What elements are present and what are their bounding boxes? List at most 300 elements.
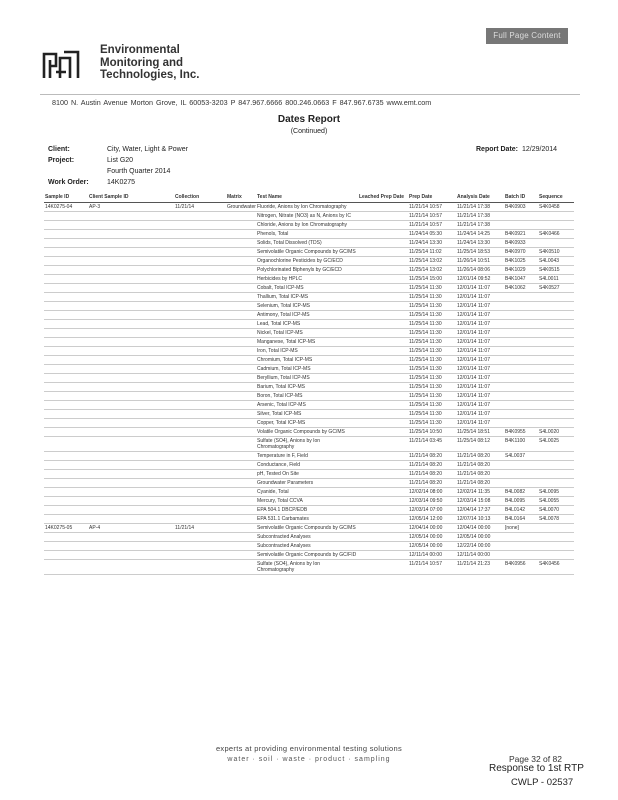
table-cell: 12/01/14 11:07 (456, 401, 504, 410)
table-cell (504, 221, 538, 230)
table-cell (174, 320, 226, 329)
table-cell (226, 293, 256, 302)
table-cell (538, 329, 574, 338)
column-header: Collection (174, 194, 226, 203)
table-cell (174, 347, 226, 356)
table-cell (504, 533, 538, 542)
table-cell (538, 542, 574, 551)
table-cell: [none] (504, 524, 538, 533)
table-cell: 12/02/14 11:35 (456, 488, 504, 497)
table-row (44, 230, 574, 239)
table-cell (88, 437, 174, 452)
table-cell: 12/05/14 00:00 (408, 542, 456, 551)
table-cell: 11/21/14 10:57 (408, 560, 456, 575)
table-cell: 11/24/14 13:30 (408, 239, 456, 248)
table-cell: Semivolatile Organic Compounds by GC/FID (257, 552, 357, 558)
table-cell: 11/25/14 13:02 (408, 266, 456, 275)
table-cell (174, 248, 226, 257)
table-cell (226, 347, 256, 356)
table-cell: Copper, Total ICP-MS (256, 419, 358, 428)
table-row (44, 419, 574, 428)
table-cell (504, 329, 538, 338)
table-row (44, 524, 574, 533)
table-cell (358, 383, 408, 392)
table-cell (44, 419, 88, 428)
table-cell (538, 212, 574, 221)
table-cell (88, 266, 174, 275)
table-cell (226, 524, 256, 533)
table-cell: B4L0164 (504, 515, 538, 524)
table-cell (88, 212, 174, 221)
table-cell: 11/25/14 11:30 (408, 419, 456, 428)
table-cell: 11/25/14 11:30 (408, 320, 456, 329)
table-cell (358, 533, 408, 542)
table-cell: 12/01/14 11:07 (456, 410, 504, 419)
table-cell (44, 497, 88, 506)
client-value: City, Water, Light & Power (107, 146, 188, 153)
table-cell: 11/24/14 05:30 (408, 230, 456, 239)
table-cell (88, 230, 174, 239)
table-cell (174, 356, 226, 365)
table-cell (538, 356, 574, 365)
table-cell (174, 284, 226, 293)
table-cell (88, 221, 174, 230)
table-body (44, 203, 574, 575)
table-cell: S4L0055 (538, 497, 574, 506)
table-row (44, 338, 574, 347)
table-cell: Boron, Total ICP-MS (256, 392, 358, 401)
table-cell (538, 401, 574, 410)
table-cell (44, 356, 88, 365)
table-cell (44, 266, 88, 275)
table-cell (504, 410, 538, 419)
table-cell (538, 392, 574, 401)
table-cell (504, 365, 538, 374)
table-cell (88, 560, 174, 575)
table-cell (538, 452, 574, 461)
table-cell (226, 401, 256, 410)
table-cell: 12/11/14 00:00 (456, 551, 504, 560)
table-row (44, 302, 574, 311)
dates-table (44, 194, 574, 575)
table-cell (358, 311, 408, 320)
table-cell (88, 320, 174, 329)
report-subtitle: (Continued) (290, 128, 328, 135)
column-header: Test Name (256, 194, 358, 203)
table-cell (44, 452, 88, 461)
table-cell (358, 542, 408, 551)
table-cell: 12/01/14 11:07 (456, 338, 504, 347)
table-cell (504, 320, 538, 329)
table-cell (358, 248, 408, 257)
page-number: Page 32 of 82 (509, 754, 562, 764)
table-cell (174, 383, 226, 392)
table-cell: S4L0011 (538, 275, 574, 284)
table-cell (88, 542, 174, 551)
company-line-2: Monitoring and (100, 56, 184, 69)
table-cell (358, 230, 408, 239)
table-row (44, 488, 574, 497)
table-cell: Beryllium, Total ICP-MS (256, 374, 358, 383)
table-cell (538, 383, 574, 392)
table-cell: Sulfate (SO4), Anions by Ion Chromatography (256, 560, 358, 575)
table-cell (504, 338, 538, 347)
table-cell (174, 560, 226, 575)
table-cell: B4K1029 (504, 266, 538, 275)
table-cell (88, 419, 174, 428)
table-cell: 12/01/14 11:07 (456, 320, 504, 329)
table-cell (44, 365, 88, 374)
company-line-3: Technologies, Inc. (100, 69, 200, 81)
table-cell (538, 347, 574, 356)
table-cell (44, 320, 88, 329)
project-quarter: Fourth Quarter 2014 (107, 168, 171, 175)
column-header: Sequence (538, 194, 574, 203)
table-cell (174, 479, 226, 488)
emt-logo-icon (40, 48, 82, 82)
table-cell (88, 311, 174, 320)
table-cell (358, 410, 408, 419)
table-cell: 11/25/14 11:30 (408, 365, 456, 374)
table-cell: Semivolatile Organic Compounds by GC/MS (256, 524, 358, 533)
table-cell (88, 374, 174, 383)
table-cell (174, 302, 226, 311)
table-row (44, 452, 574, 461)
table-cell (226, 284, 256, 293)
table-cell (538, 479, 574, 488)
table-cell: S4L0070 (538, 506, 574, 515)
table-cell: 12/04/14 00:00 (456, 524, 504, 533)
table-cell: 11/25/14 11:30 (408, 383, 456, 392)
table-cell (174, 212, 226, 221)
table-cell (174, 392, 226, 401)
table-cell (44, 401, 88, 410)
table-cell (226, 392, 256, 401)
table-row (44, 347, 574, 356)
table-cell (44, 230, 88, 239)
table-cell: Cobalt, Total ICP-MS (256, 284, 358, 293)
table-cell: B4K0921 (504, 230, 538, 239)
table-cell: 14K0275-05 (44, 524, 88, 533)
work-order-label: Work Order: (48, 179, 89, 186)
table-cell (44, 479, 88, 488)
table-cell (504, 419, 538, 428)
table-cell: 12/01/14 09:52 (456, 275, 504, 284)
table-cell (88, 506, 174, 515)
table-row (44, 275, 574, 284)
table-cell (358, 551, 408, 560)
table-cell (174, 533, 226, 542)
table-row (44, 383, 574, 392)
table-cell (44, 311, 88, 320)
table-cell (226, 266, 256, 275)
table-cell (174, 488, 226, 497)
table-cell: AP-3 (88, 203, 174, 212)
client-label: Client: (48, 146, 70, 153)
table-cell: Solids, Total Dissolved (TDS) (256, 239, 358, 248)
table-cell: Subcontracted Analyses (256, 533, 358, 542)
table-cell (174, 329, 226, 338)
table-cell (88, 479, 174, 488)
project-value: List G20 (107, 157, 134, 164)
table-cell: Iron, Total ICP-MS (256, 347, 358, 356)
table-cell (174, 515, 226, 524)
table-cell (504, 479, 538, 488)
table-cell: 11/21/14 10:57 (408, 212, 456, 221)
table-cell: S4L0020 (538, 428, 574, 437)
table-cell: Semivolatile Organic Compounds by GC/MS (256, 248, 358, 257)
table-cell (358, 401, 408, 410)
table-cell (44, 347, 88, 356)
table-cell (538, 293, 574, 302)
table-cell: Conductance, Field (256, 461, 358, 470)
table-row (44, 203, 574, 212)
table-row (44, 560, 574, 575)
table-cell (174, 230, 226, 239)
table-row (44, 293, 574, 302)
table-cell (358, 419, 408, 428)
table-cell (358, 293, 408, 302)
table-cell (504, 401, 538, 410)
table-cell: 12/03/14 07:00 (408, 506, 456, 515)
table-cell (88, 401, 174, 410)
table-cell (88, 452, 174, 461)
table-cell (358, 524, 408, 533)
table-cell (174, 452, 226, 461)
table-cell: 12/01/14 11:07 (456, 311, 504, 320)
table-cell: Phenols, Total (256, 230, 358, 239)
table-cell: 11/25/14 11:30 (408, 311, 456, 320)
table-cell (538, 221, 574, 230)
table-cell: Herbicides by HPLC (256, 275, 358, 284)
table-cell (358, 302, 408, 311)
table-cell: Volatile Organic Compounds by GC/MS (256, 428, 358, 437)
table-cell (226, 533, 256, 542)
table-cell (358, 488, 408, 497)
table-cell (226, 506, 256, 515)
table-cell: 11/25/14 11:30 (408, 401, 456, 410)
table-cell: 11/25/14 11:30 (408, 329, 456, 338)
table-cell (358, 356, 408, 365)
table-cell (88, 275, 174, 284)
table-cell: AP-4 (88, 524, 174, 533)
table-cell (44, 410, 88, 419)
table-cell (504, 374, 538, 383)
table-cell (44, 284, 88, 293)
table-cell (358, 257, 408, 266)
company-name (100, 44, 199, 82)
table-cell: 11/25/14 11:02 (408, 248, 456, 257)
table-cell (88, 284, 174, 293)
table-cell: 11/25/14 11:30 (408, 302, 456, 311)
table-cell (44, 383, 88, 392)
table-cell (504, 470, 538, 479)
table-cell (358, 374, 408, 383)
table-cell (174, 275, 226, 284)
table-cell: B4K0903 (504, 203, 538, 212)
table-cell: 12/01/14 11:07 (456, 356, 504, 365)
table-cell (88, 383, 174, 392)
table-cell: Polychlorinated Biphenyls by GC/ECD (256, 266, 358, 275)
table-cell (44, 257, 88, 266)
table-cell (44, 542, 88, 551)
table-cell (226, 329, 256, 338)
table-cell (358, 515, 408, 524)
table-cell: S4L0078 (538, 515, 574, 524)
table-cell: S4K0527 (538, 284, 574, 293)
table-cell (538, 311, 574, 320)
table-cell: 11/25/14 10:50 (408, 428, 456, 437)
table-cell (358, 239, 408, 248)
table-cell: S4L0043 (538, 257, 574, 266)
table-cell: S4L0037 (504, 452, 538, 461)
table-cell (44, 374, 88, 383)
table-cell (226, 257, 256, 266)
table-cell: S4K0466 (538, 230, 574, 239)
table-cell: Nitrogen, Nitrate (NO3) as N, Anions by IC (256, 212, 358, 221)
table-cell: Subcontracted Analyses (256, 542, 358, 551)
table-cell (358, 266, 408, 275)
table-cell: 12/01/14 11:07 (456, 329, 504, 338)
table-cell (44, 437, 88, 452)
table-cell (174, 461, 226, 470)
table-cell (538, 410, 574, 419)
table-cell: 12/01/14 11:07 (456, 392, 504, 401)
table-row (44, 356, 574, 365)
table-cell (358, 452, 408, 461)
table-row (44, 515, 574, 524)
table-cell: 12/07/14 10:13 (456, 515, 504, 524)
table-cell: B4K1062 (504, 284, 538, 293)
table-cell: 11/21/14 17:38 (456, 221, 504, 230)
table-cell (88, 329, 174, 338)
table-cell: Mercury, Total CCVA (256, 497, 358, 506)
table-row (44, 410, 574, 419)
column-header: Matrix (226, 194, 256, 203)
table-cell: 11/21/14 08:20 (456, 470, 504, 479)
table-row (44, 437, 574, 452)
table-cell: 11/25/14 18:53 (456, 248, 504, 257)
table-cell: Cyanide, Total (256, 488, 358, 497)
table-cell (226, 356, 256, 365)
table-cell: 12/01/14 11:07 (456, 284, 504, 293)
table-cell: Barium, Total ICP-MS (256, 383, 358, 392)
table-cell: 12/05/14 00:00 (456, 533, 504, 542)
response-label: Response to 1st RTP (489, 763, 584, 774)
table-cell (226, 437, 256, 452)
column-header: Batch ID (504, 194, 538, 203)
table-cell (538, 320, 574, 329)
report-date-label: Report Date: (476, 146, 519, 153)
table-cell (88, 392, 174, 401)
table-cell (504, 212, 538, 221)
table-cell (44, 302, 88, 311)
table-cell: B4K0955 (504, 428, 538, 437)
table-cell: 11/25/14 15:00 (408, 275, 456, 284)
table-cell (358, 338, 408, 347)
table-cell (358, 212, 408, 221)
table-cell (174, 293, 226, 302)
table-cell (88, 293, 174, 302)
table-cell: 11/25/14 11:30 (408, 338, 456, 347)
table-row (44, 329, 574, 338)
table-cell: 12/01/14 11:07 (456, 302, 504, 311)
table-cell (358, 320, 408, 329)
footer-tagline: experts at providing environmental testing solutions (215, 744, 403, 753)
table-cell: 12/11/14 00:00 (408, 551, 456, 560)
table-cell: Thallium, Total ICP-MS (256, 293, 358, 302)
table-cell (174, 221, 226, 230)
column-header: Prep Date (408, 194, 456, 203)
column-header: Analysis Date (456, 194, 504, 203)
table-cell: B4K0970 (504, 248, 538, 257)
table-cell (44, 515, 88, 524)
table-cell: 11/21/14 (174, 203, 226, 212)
table-cell: B4K1047 (504, 275, 538, 284)
table-cell: 11/21/14 17:38 (456, 203, 504, 212)
page-stamp: Full Page Content (486, 28, 568, 44)
table-cell (44, 551, 88, 560)
table-cell: S4K0456 (538, 560, 574, 575)
table-cell (226, 488, 256, 497)
table-cell (44, 275, 88, 284)
table-cell (504, 311, 538, 320)
table-row (44, 401, 574, 410)
table-cell (538, 461, 574, 470)
table-cell (174, 470, 226, 479)
table-cell: Silver, Total ICP-MS (256, 410, 358, 419)
table-cell (358, 365, 408, 374)
table-cell: 11/21/14 08:20 (408, 452, 456, 461)
table-cell: 12/22/14 00:00 (456, 542, 504, 551)
table-row (44, 551, 574, 560)
table-cell (88, 410, 174, 419)
table-cell: 11/21/14 10:57 (408, 221, 456, 230)
table-cell: 12/01/14 11:07 (456, 365, 504, 374)
table-cell (88, 515, 174, 524)
table-cell (226, 239, 256, 248)
table-cell: 11/25/14 11:30 (408, 284, 456, 293)
table-cell: B4L0095 (504, 497, 538, 506)
report-date-value: 12/29/2014 (522, 146, 558, 153)
table-row (44, 266, 574, 275)
table-cell (504, 461, 538, 470)
table-cell (174, 542, 226, 551)
table-cell: S4K0458 (538, 203, 574, 212)
table-cell (44, 392, 88, 401)
table-cell (88, 248, 174, 257)
table-cell (88, 497, 174, 506)
table-cell: B4L0082 (504, 488, 538, 497)
table-cell (44, 338, 88, 347)
table-cell (44, 293, 88, 302)
table-cell (226, 410, 256, 419)
table-cell (174, 428, 226, 437)
table-cell: 11/21/14 08:20 (408, 479, 456, 488)
header-divider (40, 94, 580, 95)
table-cell (88, 356, 174, 365)
table-cell (538, 533, 574, 542)
table-cell (44, 506, 88, 515)
table-cell (358, 221, 408, 230)
table-cell: 12/04/14 00:00 (408, 524, 456, 533)
table-cell: 11/25/14 11:30 (408, 392, 456, 401)
table-cell (174, 311, 226, 320)
table-cell (358, 560, 408, 575)
table-cell (226, 542, 256, 551)
table-cell: 11/21/14 08:20 (456, 452, 504, 461)
table-cell (174, 257, 226, 266)
